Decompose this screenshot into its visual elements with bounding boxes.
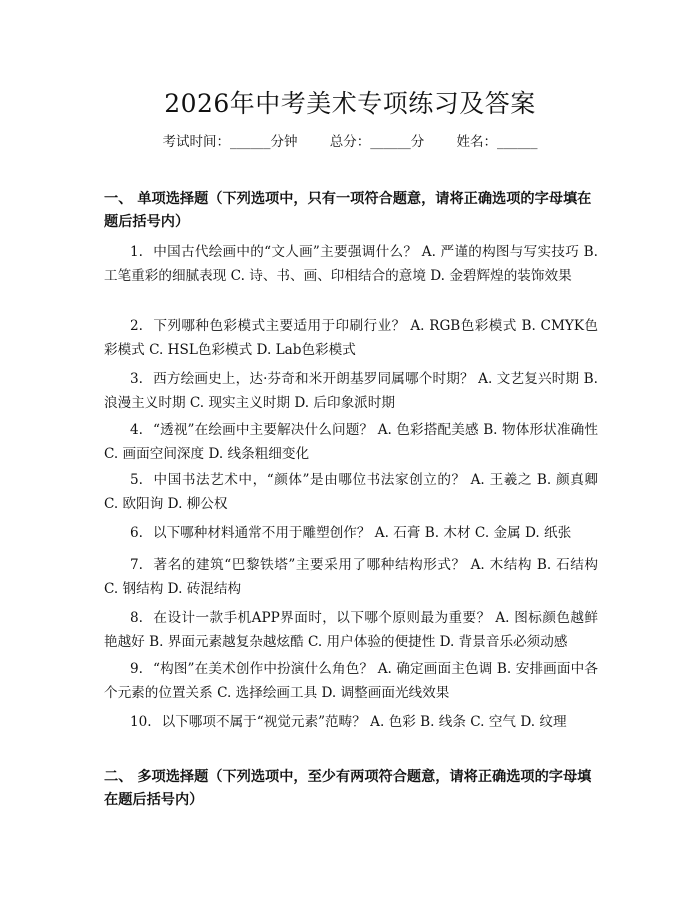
question-number: 9. [130,661,143,677]
question-3 [104,367,598,415]
question-text: 著名的建筑“巴黎铁塔”主要采用了哪种结构形式？ A. 木结构 B. 石结构 C. 钢结构 D. 砖混结构 [104,557,598,597]
question-text: 在设计一款手机APP界面时，以下哪个原则最为重要？ A. 图标颜色越鲜艳越好 B. 界面元素越复杂越炫酷 C. 用户体验的便捷性 D. 背景音乐必须动感 [104,610,598,650]
question-number: 6. [130,525,143,541]
question-text: “构图”在美术创作中扮演什么角色？ A. 确定画面主色调 B. 安排画面中各个元素的位置关系 C. 选择绘画工具 D. 调整画面光线效果 [104,661,598,701]
question-text: 中国书法艺术中，“颜体”是由哪位书法家创立的？ A. 王羲之 B. 颜真卿 C. 欧阳询 D. 柳公权 [104,472,598,512]
exam-time-field: 考试时间：______分钟 [162,134,298,150]
student-name-field: 姓名：______ [456,134,538,150]
question-text: “透视”在绘画中主要解决什么问题？ A. 色彩搭配美感 B. 物体形状准确性 C. 画面空间深度 D. 线条粗细变化 [104,422,598,462]
question-5 [104,468,598,516]
question-number: 10. [130,714,152,730]
question-number: 2. [130,318,143,334]
question-10 [104,710,598,734]
question-2 [104,314,598,362]
section-heading-multiple-choice: 二、 多项选择题（下列选项中，至少有两项符合题意，请将正确选项的字母填在题后括号内） [104,769,592,808]
question-number: 3. [130,371,143,387]
question-text: 下列哪种色彩模式主要适用于印刷行业？ A. RGB色彩模式 B. CMYK色彩模式 C. HSL色彩模式 D. Lab色彩模式 [104,318,598,358]
question-text: 以下哪种材料通常不用于雕塑创作？ A. 石膏 B. 木材 C. 金属 D. 纸张 [152,525,572,541]
question-6 [104,521,598,545]
question-number: 8. [130,610,143,626]
question-number: 7. [130,557,143,573]
question-text: 以下哪项不属于“视觉元素”范畴？ A. 色彩 B. 线条 C. 空气 D. 纹理 [161,714,567,730]
question-8 [104,606,598,654]
question-number: 4. [130,422,143,438]
question-text: 中国古代绘画中的“文人画”主要强调什么？ A. 严谨的构图与写实技巧 B. 工笔重彩的细腻表现 C. 诗、书、画、印相结合的意境 D. 金碧辉煌的装饰效果 [104,244,598,284]
section-heading-single-choice: 一、 单项选择题（下列选项中，只有一项符合题意，请将正确选项的字母填在题后括号内） [104,191,592,230]
question-1 [104,240,598,288]
question-number: 5. [130,472,143,488]
question-text: 西方绘画史上，达·芬奇和米开朗基罗同属哪个时期？ A. 文艺复兴时期 B. 浪漫主义时期 C. 现实主义时期 D. 后印象派时期 [104,371,598,411]
exam-meta [0,130,700,150]
total-score-field: 总分：______分 [329,134,425,150]
question-9 [104,657,598,705]
question-7 [104,553,598,601]
document-title: 2026年中考美术专项练习及答案 [164,89,536,118]
question-4 [104,418,598,466]
question-number: 1. [130,244,143,260]
